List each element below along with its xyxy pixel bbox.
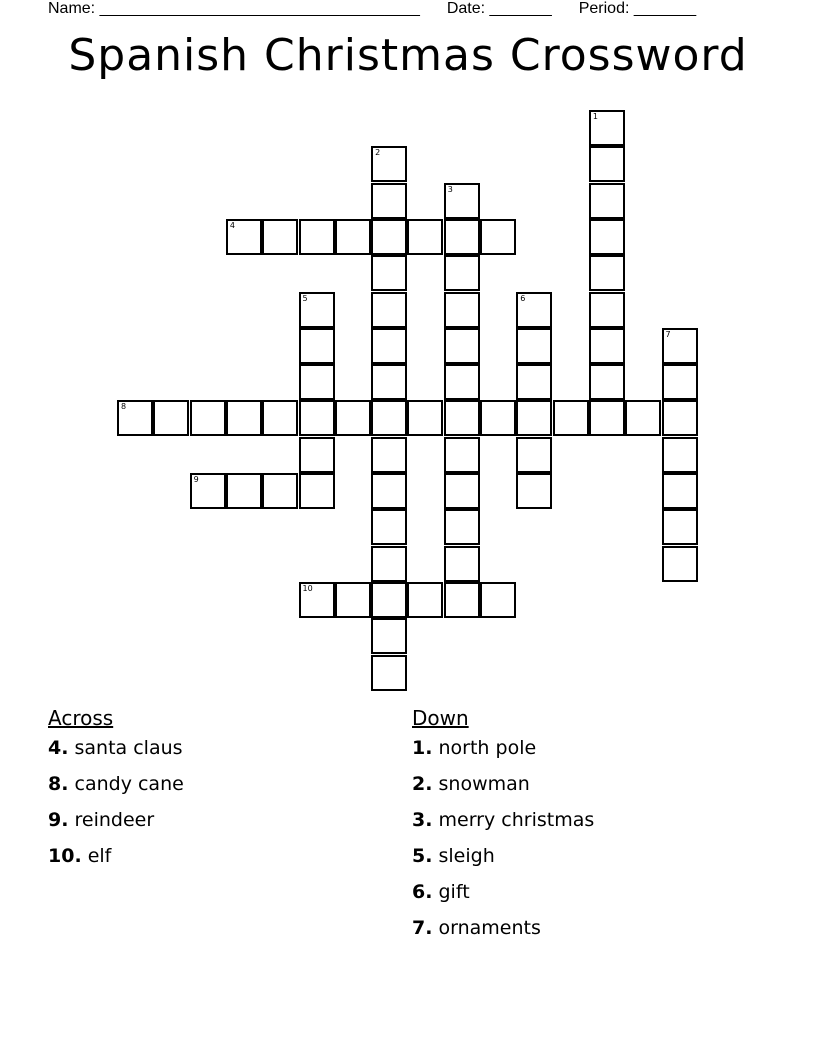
crossword-cell[interactable] [662,400,698,436]
clue-text: north pole [438,737,537,759]
clue-item [48,844,184,880]
cell-number: 3 [447,184,453,194]
crossword-cell[interactable] [299,219,335,255]
clue-number: 6. [412,881,433,903]
crossword-cell[interactable] [299,364,335,400]
date-field[interactable]: Date: _______ [446,0,552,17]
crossword-cell[interactable] [516,364,552,400]
crossword-cell[interactable] [226,400,262,436]
cell-number: 2 [375,148,381,158]
crossword-cell[interactable] [190,473,226,509]
crossword-cell[interactable] [516,400,552,436]
cell-number: 5 [302,293,308,303]
period-field[interactable]: Period: _______ [578,0,697,17]
crossword-cell[interactable] [371,219,407,255]
crossword-cell[interactable] [371,473,407,509]
crossword-cell[interactable] [190,400,226,436]
crossword-cell[interactable] [153,400,189,436]
cell-number: 7 [665,329,671,339]
across-heading: Across [48,706,114,730]
clue-number: 10. [48,845,82,867]
clue-text: ornaments [438,917,541,939]
crossword-cell[interactable] [589,364,625,400]
crossword-cell[interactable] [262,400,298,436]
crossword-cell[interactable] [444,437,480,473]
crossword-cell[interactable] [662,509,698,545]
crossword-cell[interactable] [371,183,407,219]
crossword-cell[interactable] [444,582,480,618]
crossword-cell[interactable] [371,146,407,182]
clue-item [412,916,594,952]
page-title: Spanish Christmas Crossword [68,30,748,81]
crossword-cell[interactable] [371,400,407,436]
crossword-cell[interactable] [407,400,443,436]
crossword-cell[interactable] [117,400,153,436]
clue-item [412,844,594,880]
crossword-cell[interactable] [299,328,335,364]
crossword-cell[interactable] [589,110,625,146]
cell-number: 8 [121,402,127,412]
crossword-cell[interactable] [444,183,480,219]
down-clues [412,706,594,952]
crossword-cell[interactable] [262,219,298,255]
crossword-cell[interactable] [589,219,625,255]
clue-number: 7. [412,917,433,939]
crossword-cell[interactable] [480,582,516,618]
crossword-cell[interactable] [589,292,625,328]
clue-number: 5. [412,845,433,867]
crossword-cell[interactable] [444,509,480,545]
crossword-cell[interactable] [226,219,262,255]
clue-text: snowman [438,773,530,795]
crossword-cell[interactable] [444,400,480,436]
cell-number: 6 [520,293,526,303]
crossword-cell[interactable] [516,437,552,473]
crossword-cell[interactable] [335,400,371,436]
clue-text: elf [87,845,112,867]
crossword-cell[interactable] [371,582,407,618]
crossword-cell[interactable] [262,473,298,509]
clue-item [412,880,594,916]
crossword-cell[interactable] [662,328,698,364]
crossword-cell[interactable] [371,509,407,545]
cell-number: 4 [229,220,235,230]
clue-text: reindeer [74,809,155,831]
name-field[interactable]: Name: ____________________________________ [48,0,420,17]
crossword-cell[interactable] [371,546,407,582]
across-clues [48,706,184,880]
clue-item [48,808,184,844]
cell-number: 9 [193,475,199,484]
crossword-cell[interactable] [299,400,335,436]
clue-item [48,736,184,772]
crossword-cell[interactable] [299,582,335,618]
crossword-cell[interactable] [589,328,625,364]
crossword-cell[interactable] [371,255,407,291]
crossword-cell[interactable] [516,292,552,328]
crossword-cell[interactable] [444,219,480,255]
crossword-cell[interactable] [589,183,625,219]
crossword-cell[interactable] [444,292,480,328]
clue-item [412,772,594,808]
crossword-cell[interactable] [662,364,698,400]
crossword-cell[interactable] [407,582,443,618]
crossword-cell[interactable] [589,146,625,182]
crossword-cell[interactable] [371,292,407,328]
clue-text: candy cane [74,773,184,795]
cell-number: 1 [592,112,598,121]
crossword-cell[interactable] [516,328,552,364]
crossword-cell[interactable] [335,219,371,255]
clue-number: 1. [412,737,433,759]
crossword-cell[interactable] [444,328,480,364]
crossword-cell[interactable] [444,364,480,400]
clue-item [48,772,184,808]
crossword-cell[interactable] [662,546,698,582]
crossword-cell[interactable] [444,473,480,509]
crossword-cell[interactable] [589,400,625,436]
clue-text: gift [438,881,470,903]
crossword-cell[interactable] [589,255,625,291]
crossword-cell[interactable] [480,400,516,436]
clue-number: 9. [48,809,69,831]
crossword-cell[interactable] [444,255,480,291]
crossword-cell[interactable] [371,328,407,364]
crossword-cell[interactable] [371,655,407,691]
crossword-cell[interactable] [516,473,552,509]
clue-text: merry christmas [438,809,595,831]
clue-number: 4. [48,737,69,759]
crossword-cell[interactable] [226,473,262,509]
clue-text: sleigh [438,845,495,867]
crossword-cell[interactable] [371,437,407,473]
crossword-cell[interactable] [335,582,371,618]
crossword-cell[interactable] [480,219,516,255]
clue-text: santa claus [74,737,183,759]
crossword-cell[interactable] [662,473,698,509]
clue-number: 2. [412,773,433,795]
crossword-cell[interactable] [625,400,661,436]
crossword-cell[interactable] [444,546,480,582]
crossword-cell[interactable] [407,219,443,255]
clue-number: 3. [412,809,433,831]
cell-number: 10 [302,583,313,593]
crossword-cell[interactable] [371,364,407,400]
crossword-cell[interactable] [299,437,335,473]
crossword-cell[interactable] [553,400,589,436]
down-heading: Down [412,706,469,730]
clue-item [412,736,594,772]
crossword-cell[interactable] [662,437,698,473]
crossword-cell[interactable] [299,473,335,509]
crossword-cell[interactable] [299,292,335,328]
clue-number: 8. [48,773,69,795]
crossword-cell[interactable] [371,618,407,654]
clue-item [412,808,594,844]
